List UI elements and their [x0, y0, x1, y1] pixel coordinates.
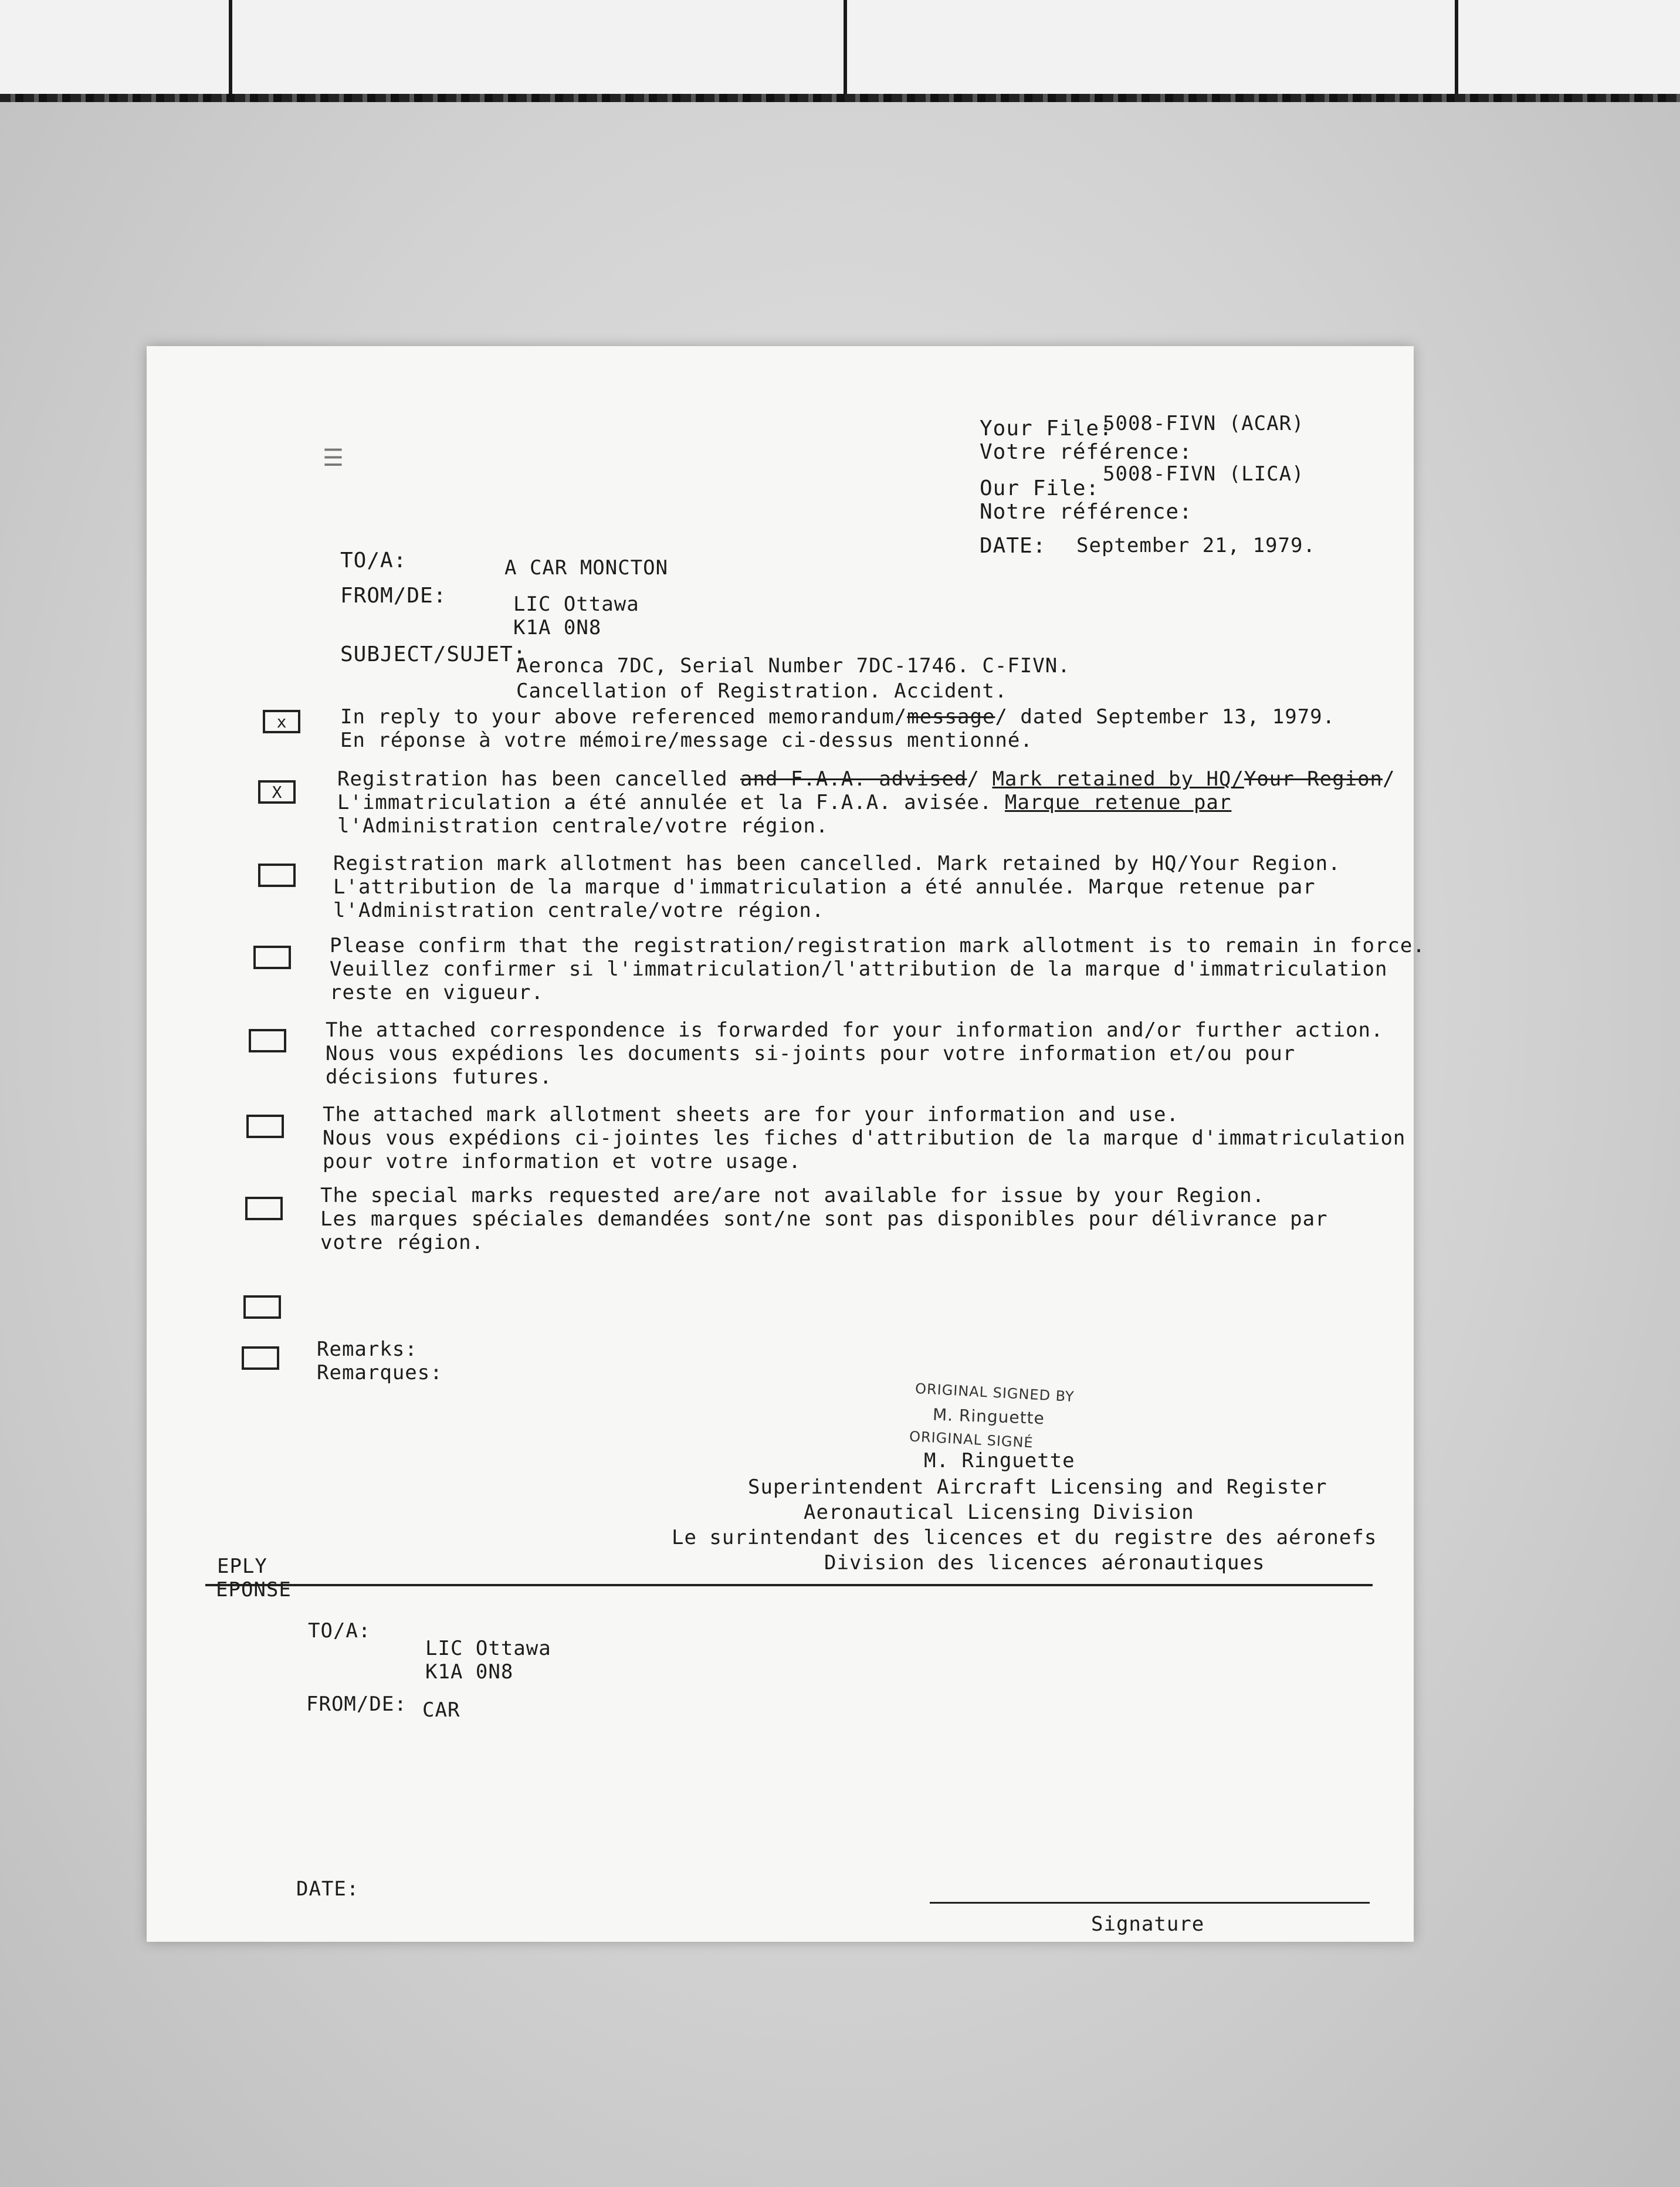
remarks-label-en: Remarks:	[317, 1338, 418, 1361]
reply-divider	[205, 1584, 1373, 1586]
reply-to-label: TO/A:	[308, 1619, 371, 1643]
item-struck-text: message	[907, 705, 995, 729]
item-line3: l'Administration centrale/votre région.	[337, 814, 829, 838]
your-file-value: 5008-FIVN (ACAR)	[1103, 412, 1305, 435]
item-line3: votre région.	[320, 1231, 485, 1254]
checkbox[interactable]	[243, 1295, 281, 1319]
top-form-band	[0, 0, 1680, 100]
notre-reference-label: Notre référence:	[980, 500, 1193, 524]
checkbox[interactable]	[242, 1346, 279, 1370]
item-text: In reply to your above referenced memorandum/	[340, 705, 907, 729]
item-line3: décisions futures.	[326, 1065, 553, 1089]
remarks-label-fr: Remarques:	[317, 1361, 443, 1384]
item-line2: En réponse à votre mémoire/message ci-dessus mentionné.	[340, 729, 1033, 752]
from-line2: K1A 0N8	[513, 616, 602, 639]
reply-from-value: CAR	[422, 1698, 460, 1722]
memo-sheet	[147, 346, 1425, 1942]
item-line3: l'Administration centrale/votre région.	[333, 899, 825, 922]
subject-label: SUBJECT/SUJET:	[340, 642, 527, 666]
item-line2: Veuillez confirmer si l'immatriculation/l'attribution de la marque d'immatriculation	[330, 957, 1388, 981]
item-underlined-text: Mark retained by HQ/	[992, 767, 1244, 791]
top-perforation-rule	[0, 94, 1680, 102]
subject-line1: Aeronca 7DC, Serial Number 7DC-1746. C-FIVN.	[516, 654, 1071, 678]
item-struck-text: Your Region	[1244, 767, 1383, 791]
item-underlined-text: Marque retenue par	[1004, 791, 1232, 814]
item-line1: Please confirm that the registration/registration mark allotment is to remain in force.	[330, 934, 1425, 957]
stamp-original-signed: ORIGINAL SIGNED BY	[914, 1380, 1075, 1406]
signatory-division-en: Aeronautical Licensing Division	[804, 1501, 1194, 1524]
from-label: FROM/DE:	[340, 584, 447, 608]
checkbox[interactable]	[253, 946, 291, 969]
item-line1	[340, 705, 1335, 729]
checkbox[interactable]: x	[263, 710, 300, 733]
signatory-name: M. Ringuette	[924, 1449, 1075, 1472]
reply-label-en: EPLY	[217, 1555, 267, 1578]
checkbox[interactable]	[246, 1115, 284, 1138]
checkbox[interactable]	[245, 1197, 283, 1220]
top-divider-2	[844, 0, 847, 100]
checkbox[interactable]: X	[258, 780, 296, 804]
item-line1: The attached mark allotment sheets are for your information and use.	[323, 1103, 1179, 1126]
signature-label: Signature	[1091, 1912, 1205, 1936]
signatory-title-fr: Le surintendant des licences et du registre des aéronefs	[672, 1526, 1377, 1549]
date-value: September 21, 1979.	[1076, 534, 1316, 557]
stamp-name: M. Ringuette	[932, 1404, 1045, 1428]
item-line2: Les marques spéciales demandées sont/ne sont pas disponibles pour délivrance par	[320, 1207, 1328, 1231]
item-text: Registration has been cancelled	[337, 767, 741, 791]
item-line2: L'attribution de la marque d'immatriculation a été annulée. Marque retenue par	[333, 875, 1316, 899]
to-label: TO/A:	[340, 549, 407, 573]
item-line2	[337, 791, 1231, 814]
item-text: /	[967, 767, 993, 791]
signatory-division-fr: Division des licences aéronautiques	[824, 1551, 1265, 1575]
item-line2: Nous vous expédions les documents si-joints pour votre information et/ou pour	[326, 1042, 1296, 1065]
signature-line	[930, 1902, 1370, 1904]
item-struck-text: and F.A.A. advised	[740, 767, 967, 791]
item-line1	[337, 767, 1396, 791]
item-line1: Registration mark allotment has been cancelled. Mark retained by HQ/Your Region.	[333, 852, 1341, 875]
hole-punch-mark: ☰	[323, 445, 344, 472]
checkbox[interactable]	[249, 1029, 286, 1052]
item-text: /	[1383, 767, 1396, 791]
item-text: / dated September 13, 1979.	[995, 705, 1336, 729]
our-file-label: Our File:	[980, 476, 1100, 500]
reply-from-label: FROM/DE:	[306, 1692, 407, 1716]
to-value: A CAR MONCTON	[504, 556, 669, 580]
top-divider-3	[1455, 0, 1458, 100]
stamp-original-signe: ORIGINAL SIGNÉ	[909, 1428, 1034, 1451]
top-divider-1	[229, 0, 232, 100]
reply-to-line2: K1A 0N8	[425, 1660, 514, 1684]
votre-reference-label: Votre référence:	[980, 440, 1193, 464]
reply-label-fr: EPONSE	[216, 1578, 292, 1602]
item-line3: reste en vigueur.	[330, 981, 544, 1004]
subject-line2: Cancellation of Registration. Accident.	[516, 679, 1008, 703]
date-label: DATE:	[980, 534, 1046, 558]
our-file-value: 5008-FIVN (LICA)	[1103, 462, 1305, 486]
item-line3: pour votre information et votre usage.	[323, 1150, 801, 1173]
signatory-title-en: Superintendent Aircraft Licensing and Register	[748, 1475, 1327, 1499]
your-file-label: Your File:	[980, 417, 1113, 441]
from-line1: LIC Ottawa	[513, 593, 639, 616]
checkbox[interactable]	[258, 864, 296, 887]
item-text: L'immatriculation a été annulée et la F.A.A. avisée.	[337, 791, 1005, 814]
reply-to-line1: LIC Ottawa	[425, 1637, 551, 1660]
item-line1: The attached correspondence is forwarded for your information and/or further action.	[326, 1018, 1384, 1042]
item-line1: The special marks requested are/are not available for issue by your Region.	[320, 1184, 1265, 1207]
item-line2: Nous vous expédions ci-jointes les fiches d'attribution de la marque d'immatriculation	[323, 1126, 1406, 1150]
reply-date-label: DATE:	[296, 1877, 360, 1901]
